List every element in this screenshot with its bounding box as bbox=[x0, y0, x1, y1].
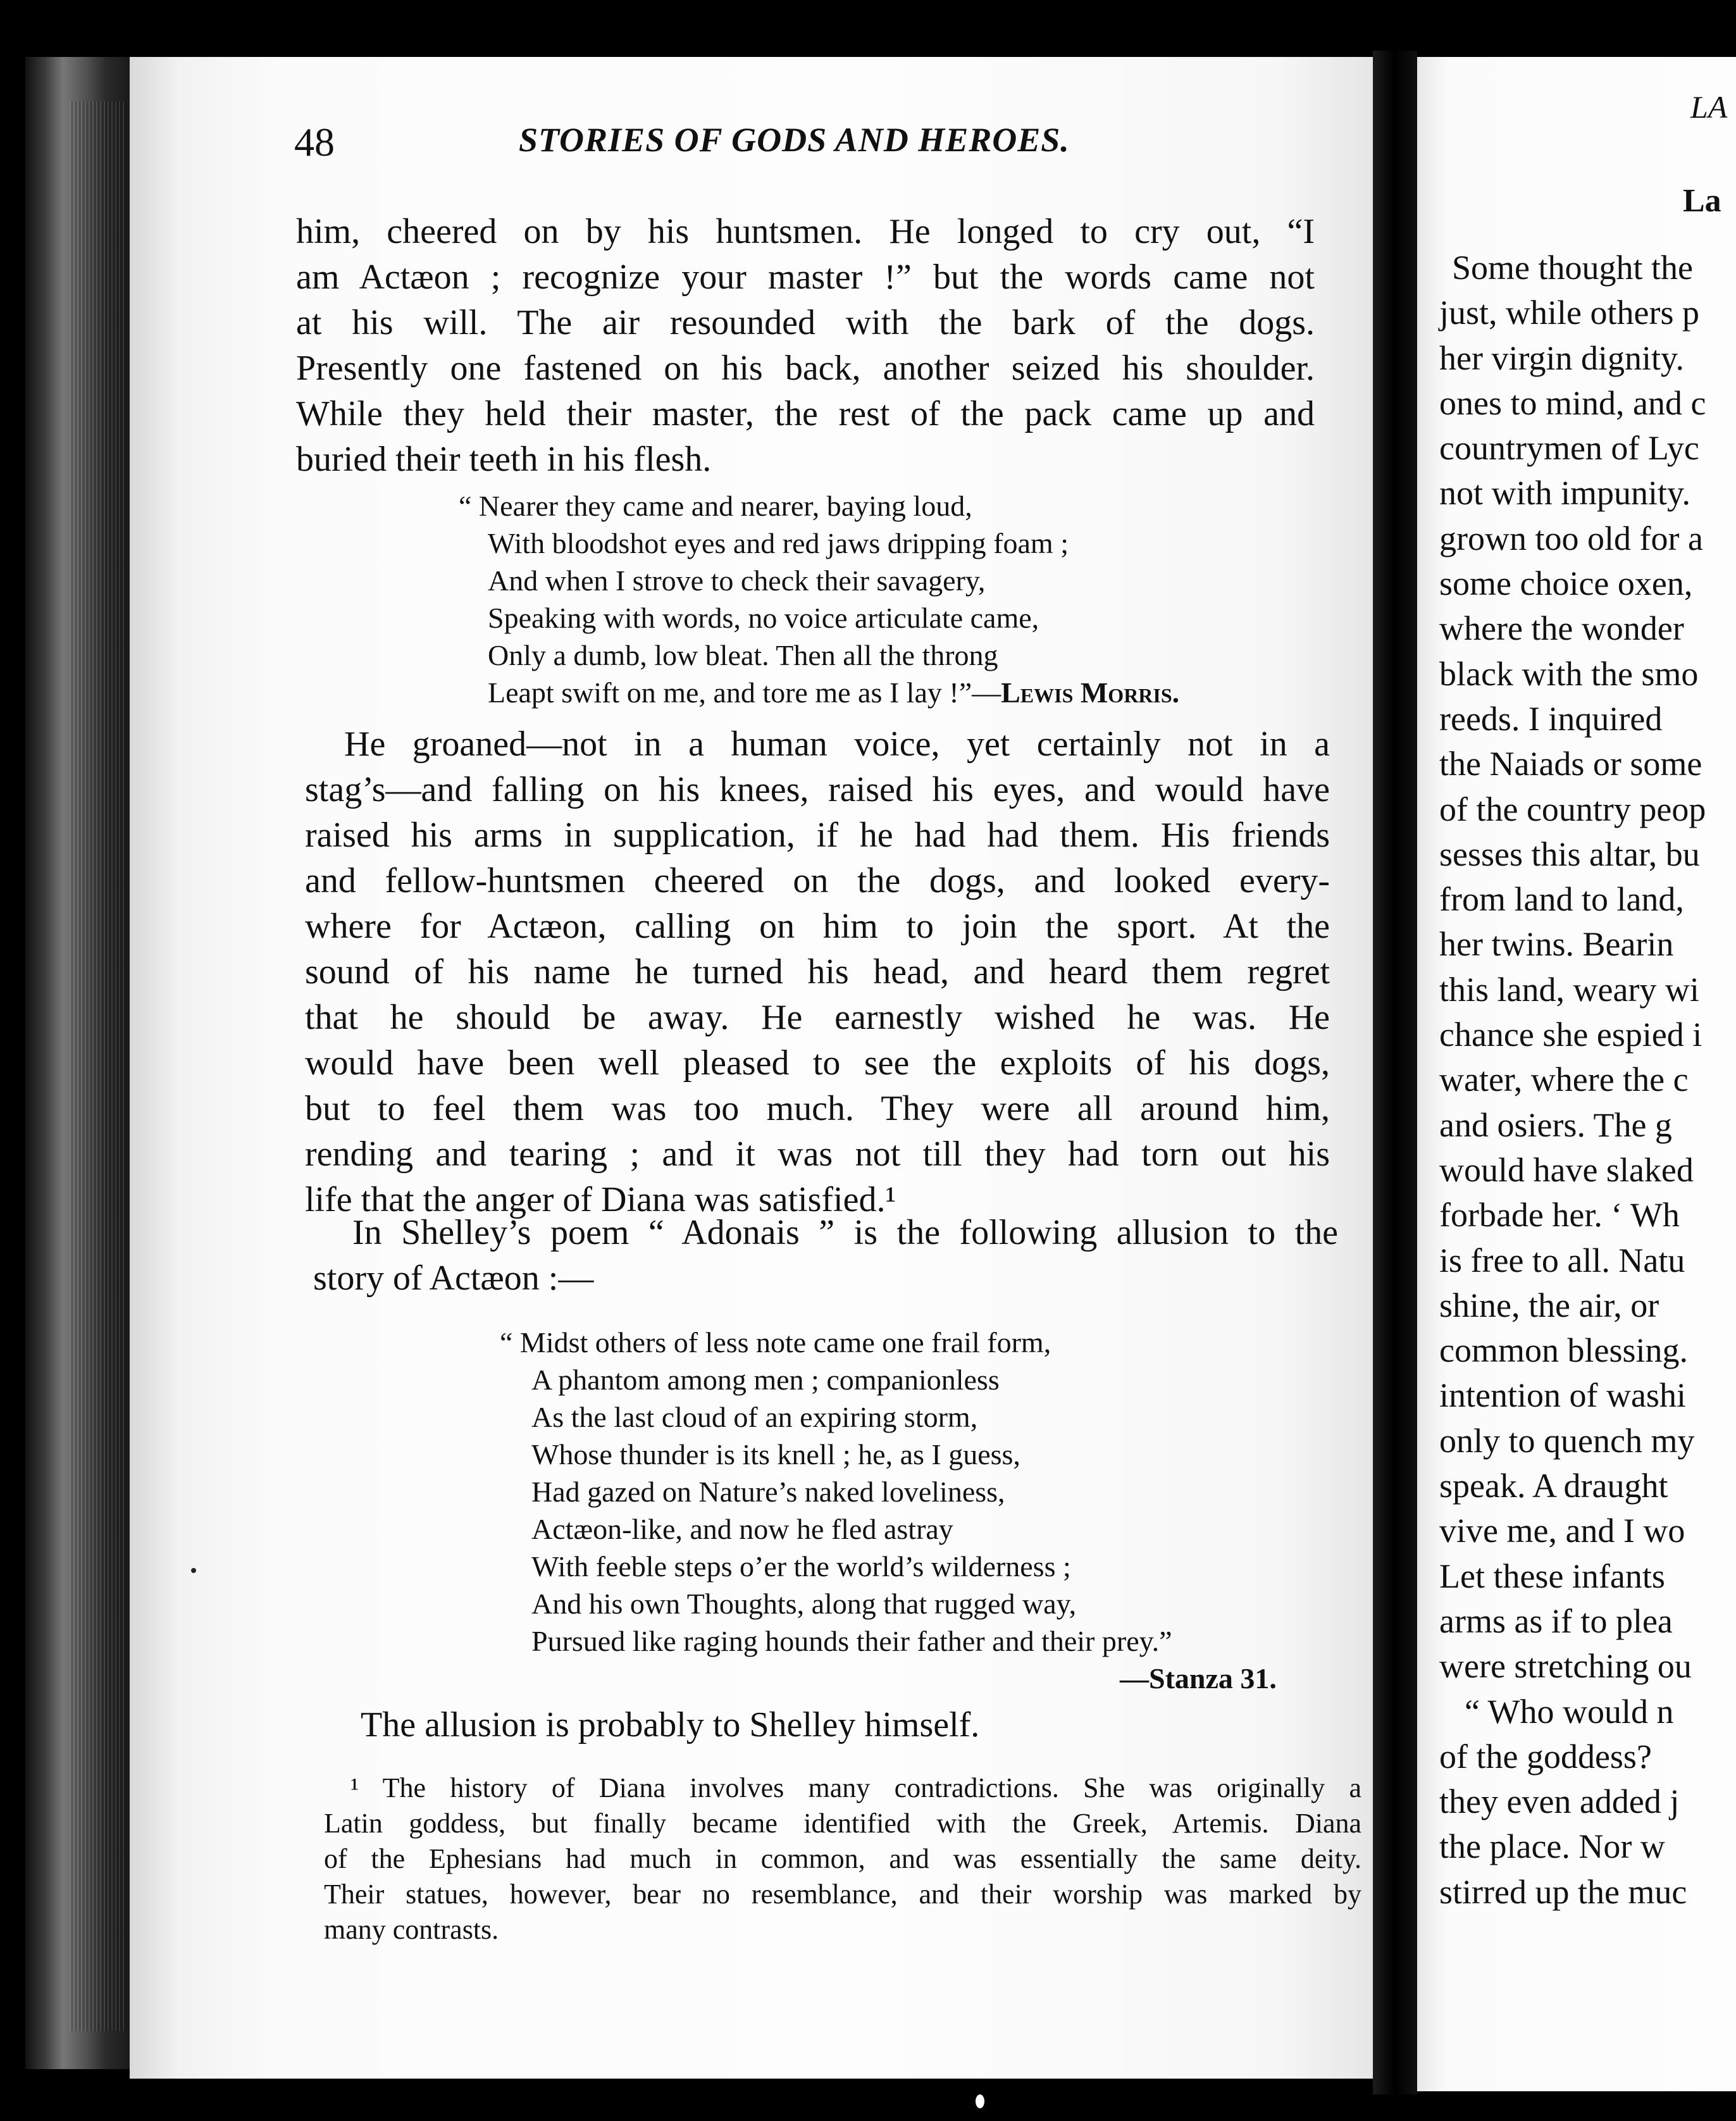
right-text-line: of the goddess? bbox=[1439, 1737, 1652, 1776]
verse-line-with-attribution bbox=[459, 674, 1179, 711]
right-page-text bbox=[1439, 246, 1706, 1915]
right-text-line: would have slaked bbox=[1439, 1150, 1694, 1189]
right-text-line: and osiers. The g bbox=[1439, 1105, 1672, 1144]
text-line: at his will. The air resounded with the bark of the dogs. bbox=[296, 303, 1315, 342]
right-text-line: some choice oxen, bbox=[1439, 564, 1693, 603]
right-text-line: shine, the air, or bbox=[1439, 1286, 1659, 1324]
right-text-line: sesses this altar, bu bbox=[1439, 835, 1700, 873]
right-text-line: only to quench my bbox=[1439, 1421, 1695, 1460]
page-edges bbox=[70, 101, 127, 2031]
text-line: He groaned—not in a human voice, yet certainly not in a bbox=[344, 725, 1330, 764]
text-line: stag’s—and falling on his knees, raised his eyes, and would have bbox=[305, 770, 1330, 809]
right-text-line: the place. Nor w bbox=[1439, 1827, 1665, 1866]
right-text-line: her twins. Bearin bbox=[1439, 925, 1674, 964]
verse-line: Pursued like raging hounds their father and their prey.” bbox=[531, 1625, 1172, 1657]
text-line: am Actæon ; recognize your master !” but the words came not bbox=[296, 258, 1315, 297]
text-line: but to feel them was too much. They were all around him, bbox=[305, 1089, 1330, 1128]
verse-line: Whose thunder is its knell ; he, as I guess, bbox=[531, 1438, 1020, 1471]
text-line: buried their teeth in his flesh. bbox=[296, 440, 712, 479]
right-text-line: Some thought the bbox=[1452, 249, 1693, 287]
verse-line: Only a dumb, low bleat. Then all the throng bbox=[488, 639, 998, 671]
right-text-line: they even added j bbox=[1439, 1782, 1680, 1821]
right-running-head: LA bbox=[1690, 89, 1728, 125]
verse-line: And his own Thoughts, along that rugged way, bbox=[531, 1588, 1077, 1620]
right-text-line: countrymen of Lyc bbox=[1439, 429, 1699, 468]
right-text-line: where the wonder bbox=[1439, 609, 1684, 648]
right-text-line: just, while others p bbox=[1439, 294, 1699, 332]
verse-line: Had gazed on Nature’s naked loveliness, bbox=[531, 1476, 1005, 1508]
footnote-line: ¹ The history of Diana involves many contradictions. She was originally a bbox=[350, 1772, 1361, 1803]
running-head: STORIES OF GODS AND HEROES. bbox=[519, 121, 1070, 159]
verse-line: And when I strove to check their savagery, bbox=[488, 564, 986, 597]
text-line: In Shelley’s poem “ Adonais ” is the following allusion to the bbox=[352, 1213, 1338, 1252]
verse-line: Leapt swift on me, and tore me as I lay !”— bbox=[488, 676, 1001, 709]
right-text-line: were stretching ou bbox=[1439, 1647, 1692, 1686]
paragraph-1 bbox=[296, 209, 1315, 482]
text-line: raised his arms in supplication, if he had had them. His friends bbox=[305, 816, 1330, 855]
footnote-line: Latin goddess, but finally became identified with the Greek, Artemis. Diana bbox=[324, 1808, 1361, 1839]
verse-line: “ Midst others of less note came one frail form, bbox=[500, 1326, 1051, 1359]
right-text-line: the Naiads or some bbox=[1439, 745, 1702, 783]
right-text-line: reeds. I inquired bbox=[1439, 699, 1663, 738]
right-text-line: grown too old for a bbox=[1439, 519, 1703, 557]
page-gutter bbox=[1373, 51, 1417, 2094]
verse-line: As the last cloud of an expiring storm, bbox=[531, 1401, 978, 1433]
verse-line: A phantom among men ; companionless bbox=[531, 1364, 1000, 1396]
right-text-line: not with impunity. bbox=[1439, 474, 1691, 513]
scan-speck bbox=[191, 1568, 196, 1573]
right-text-line: her virgin dignity. bbox=[1439, 339, 1684, 377]
scan-speck bbox=[976, 2094, 984, 2108]
right-text-line: of the country peop bbox=[1439, 790, 1706, 828]
right-text-line: water, where the c bbox=[1439, 1060, 1689, 1099]
footnote-line: Their statues, however, bear no resemblance, and their worship was marked by bbox=[324, 1879, 1361, 1910]
right-text-line: black with the smo bbox=[1439, 654, 1699, 693]
text-line: where for Actæon, calling on him to join the sport. At the bbox=[305, 907, 1330, 946]
verse-line: “ Nearer they came and nearer, baying loud, bbox=[459, 490, 972, 522]
right-text-line: intention of washi bbox=[1439, 1376, 1686, 1415]
right-text-line: is free to all. Natu bbox=[1439, 1241, 1685, 1279]
right-text-line: vive me, and I wo bbox=[1439, 1512, 1685, 1550]
paragraph-4 bbox=[361, 1702, 979, 1748]
right-text-line: from land to land, bbox=[1439, 880, 1684, 919]
text-line: life that the anger of Diana was satisfied.¹ bbox=[305, 1180, 896, 1219]
verse-quotation-1 bbox=[459, 487, 1179, 711]
verse-line: With feeble steps o’er the world’s wilderness ; bbox=[531, 1550, 1071, 1583]
text-line: story of Actæon :— bbox=[313, 1259, 594, 1298]
right-text-line: forbade her. ‘ Wh bbox=[1439, 1196, 1680, 1235]
right-text-line: speak. A draught bbox=[1439, 1467, 1668, 1505]
page-number: 48 bbox=[294, 120, 335, 165]
right-text-line: common blessing. bbox=[1439, 1331, 1688, 1370]
footnote-line: of the Ephesians had much in common, and was essentially the same deity. bbox=[324, 1843, 1361, 1874]
verse-quotation-2 bbox=[500, 1324, 1277, 1697]
right-text-line: “ Who would n bbox=[1465, 1692, 1674, 1731]
text-line: would have been well pleased to see the exploits of his dogs, bbox=[305, 1043, 1330, 1083]
text-line: Presently one fastened on his back, another seized his shoulder. bbox=[296, 349, 1315, 388]
text-line: The allusion is probably to Shelley himself. bbox=[361, 1705, 980, 1745]
verse-attribution: —Stanza 31. bbox=[1120, 1662, 1277, 1695]
footnote-line: many contrasts. bbox=[324, 1914, 499, 1945]
footnote bbox=[324, 1770, 1361, 1948]
right-text-line: arms as if to plea bbox=[1439, 1602, 1673, 1640]
text-line: and fellow-huntsmen cheered on the dogs, and looked every- bbox=[305, 861, 1330, 900]
text-line: that he should be away. He earnestly wished he was. He bbox=[305, 998, 1330, 1037]
paragraph-2 bbox=[305, 721, 1330, 1222]
right-text-line: stirred up the muc bbox=[1439, 1872, 1687, 1911]
right-text-line: this land, weary wi bbox=[1439, 970, 1699, 1009]
right-section-title: La bbox=[1683, 183, 1721, 219]
right-text-line: ones to mind, and c bbox=[1439, 383, 1706, 422]
right-text-line: chance she espied i bbox=[1439, 1016, 1702, 1054]
text-line: him, cheered on by his huntsmen. He longed to cry out, “I bbox=[296, 212, 1315, 251]
paragraph-3 bbox=[313, 1210, 1338, 1301]
verse-attribution: Lewis Morris. bbox=[1001, 676, 1180, 709]
verse-line: Actæon-like, and now he fled astray bbox=[531, 1513, 953, 1545]
verse-line: With bloodshot eyes and red jaws dripping foam ; bbox=[488, 527, 1069, 559]
text-line: rending and tearing ; and it was not till they had torn out his bbox=[305, 1135, 1330, 1174]
right-text-line: Let these infants bbox=[1439, 1557, 1665, 1595]
text-line: While they held their master, the rest of the pack came up and bbox=[296, 394, 1315, 433]
verse-line: Speaking with words, no voice articulate came, bbox=[488, 602, 1039, 634]
text-line: sound of his name he turned his head, and heard them regret bbox=[305, 952, 1330, 992]
